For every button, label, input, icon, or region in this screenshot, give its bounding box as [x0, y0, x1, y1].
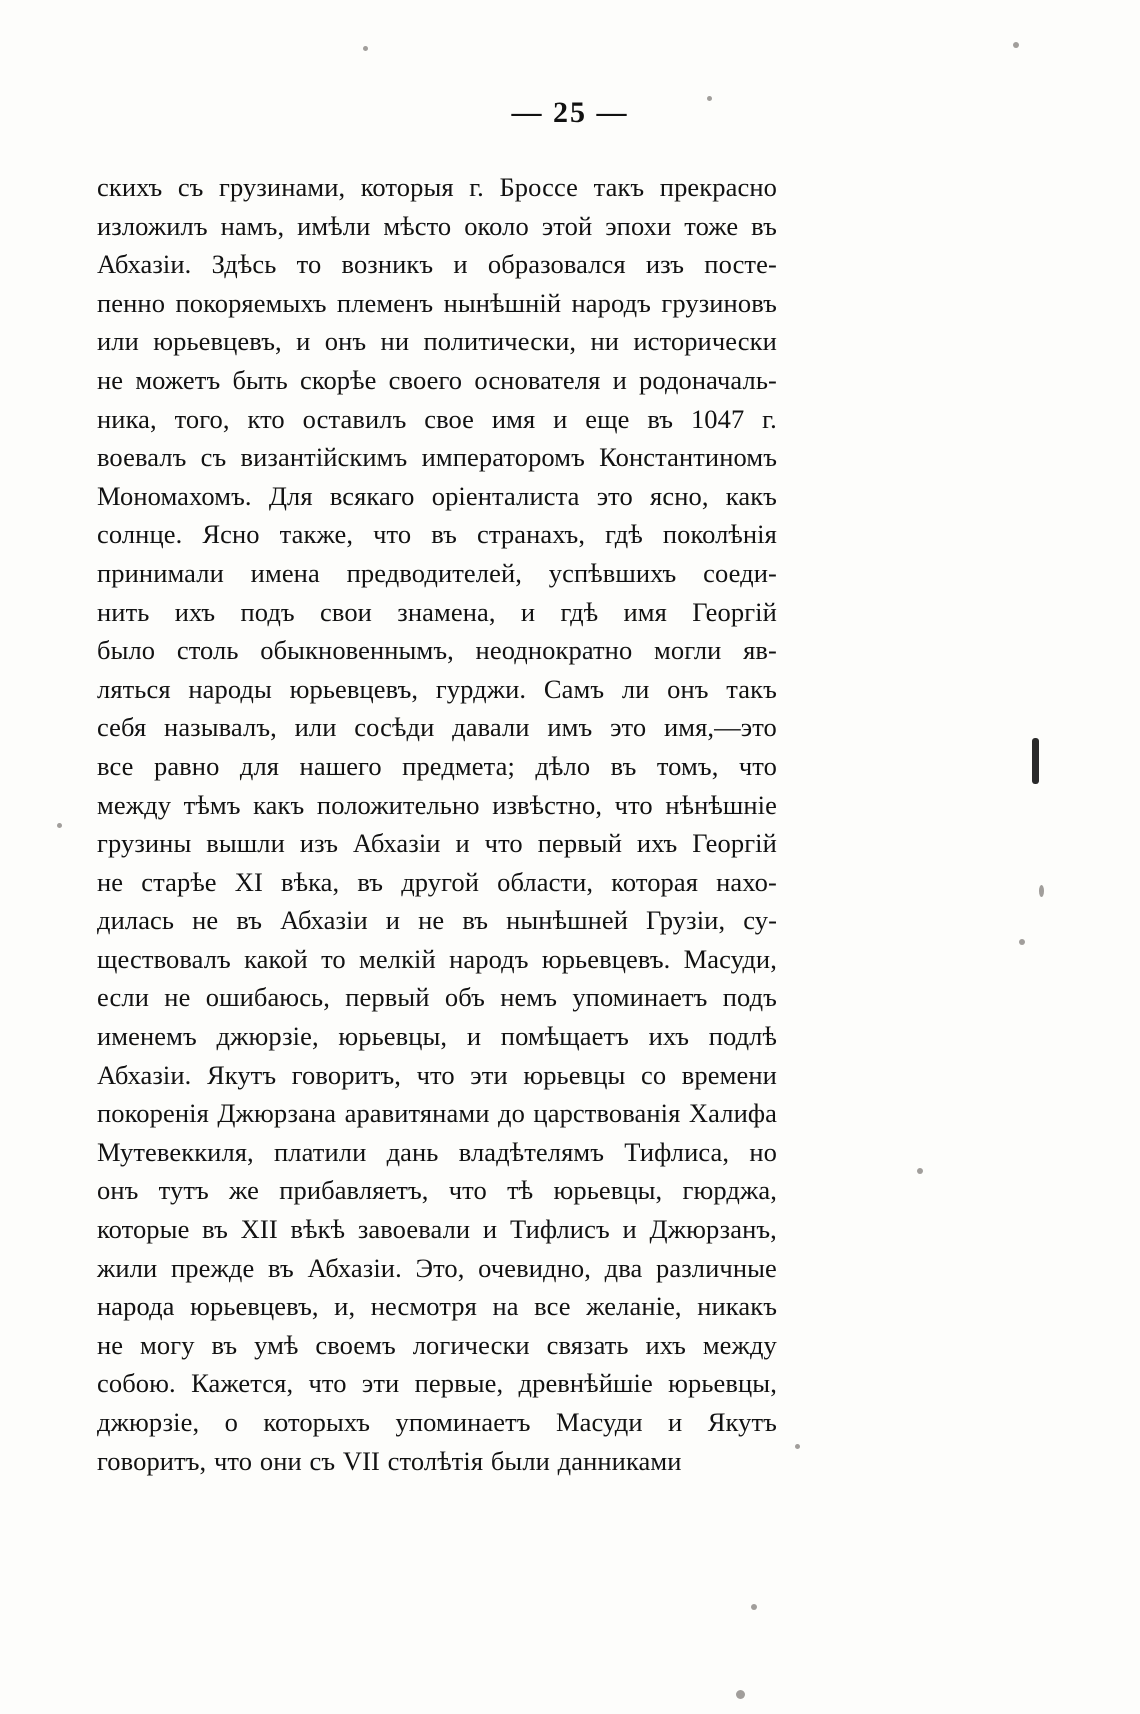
text-line: жили прежде въ Абхазіи. Это, очевидно, два различные [97, 1252, 777, 1283]
text-line: ника, того, кто оставилъ свое имя и еще въ 1047 г. [97, 403, 777, 434]
text-line: Абхазіи. Здѣсь то возникъ и образовался изъ посте- [97, 249, 777, 280]
text-line: между тѣмъ какъ положительно извѣстно, что нѣнѣшніе [97, 789, 777, 820]
scan-speck [751, 1604, 757, 1610]
text-line: джюрзіе, о которыхъ упоминаетъ Масуди и Якутъ [97, 1407, 777, 1437]
text-line: себя называлъ, или сосѣди давали имъ это имя,—это [97, 712, 777, 743]
text-line: именемъ джюрзіе, юрьевцы, и помѣщаетъ ихъ подлѣ [97, 1021, 777, 1052]
text-line: ществовалъ какой то мелкій народъ юрьевцевъ. Масуди, [97, 943, 777, 974]
paragraph [97, 168, 777, 1480]
scan-speck [1039, 885, 1044, 897]
text-line: ляться народы юрьевцевъ, гурджи. Самъ ли онъ такъ [97, 673, 777, 704]
text-line: пенно покоряемыхъ племенъ нынѣшній народъ грузиновъ [97, 287, 777, 318]
text-line: было столь обыкновеннымъ, неоднократно могли яв- [97, 635, 777, 666]
scan-speck [363, 46, 368, 51]
text-line: покоренія Джюрзана аравитянами до царствованія Халифа [97, 1098, 777, 1129]
scan-edge-mark [1032, 738, 1039, 784]
scan-speck [1019, 939, 1025, 945]
scan-speck [917, 1168, 923, 1174]
scan-speck [1013, 42, 1019, 48]
text-line: Мономахомъ. Для всякаго оріенталиста это ясно, какъ [97, 480, 777, 511]
text-line: которые въ XII вѣкѣ завоевали и Тифлисъ и Джюрзанъ, [97, 1214, 777, 1245]
text-line: Мутевеккиля, платили дань владѣтелямъ Тифлиса, но [97, 1136, 777, 1167]
text-line: собою. Кажется, что эти первые, древнѣйшіе юрьевцы, [97, 1368, 777, 1399]
text-line: Абхазіи. Якутъ говоритъ, что эти юрьевцы со времени [97, 1059, 777, 1090]
body-text [97, 168, 777, 1480]
text-line: грузины вышли изъ Абхазіи и что первый ихъ Георгій [97, 828, 777, 859]
text-line: если не ошибаюсь, первый объ немъ упоминаетъ подъ [97, 982, 777, 1013]
text-line: онъ тутъ же прибавляетъ, что тѣ юрьевцы, гюрджа, [97, 1175, 777, 1206]
scan-speck [736, 1690, 745, 1699]
text-line: не старѣе XI вѣка, въ другой области, которая нахо- [97, 866, 777, 897]
page-number: — 25 — [511, 96, 629, 129]
text-line: изложилъ намъ, имѣли мѣсто около этой эпохи тоже въ [97, 210, 777, 241]
text-line: нить ихъ подъ свои знамена, и гдѣ имя Георгій [97, 596, 777, 627]
text-line: воевалъ съ византійскимъ императоромъ Константиномъ [97, 442, 777, 473]
text-line: не могу въ умѣ своемъ логически связать ихъ между [97, 1329, 777, 1360]
scan-speck [57, 823, 62, 828]
scan-speck [795, 1444, 800, 1449]
text-line: говоритъ, что они съ VII столѣтія были данниками [97, 1445, 682, 1476]
text-line: или юрьевцевъ, и онъ ни политически, ни исторически [97, 326, 777, 357]
text-line: не можетъ быть скорѣе своего основателя и родоначаль- [97, 364, 777, 395]
text-line: народа юрьевцевъ, и, несмотря на все желаніе, никакъ [97, 1291, 777, 1322]
text-line: скихъ съ грузинами, которыя г. Броссе такъ прекрасно [97, 172, 777, 202]
text-line: все равно для нашего предмета; дѣло въ томъ, что [97, 750, 777, 781]
text-line: солнце. Ясно также, что въ странахъ, гдѣ поколѣнія [97, 519, 777, 550]
text-line: дилась не въ Абхазіи и не въ нынѣшней Грузіи, су- [97, 905, 777, 936]
text-line: принимали имена предводителей, успѣвшихъ соеди- [97, 557, 777, 588]
